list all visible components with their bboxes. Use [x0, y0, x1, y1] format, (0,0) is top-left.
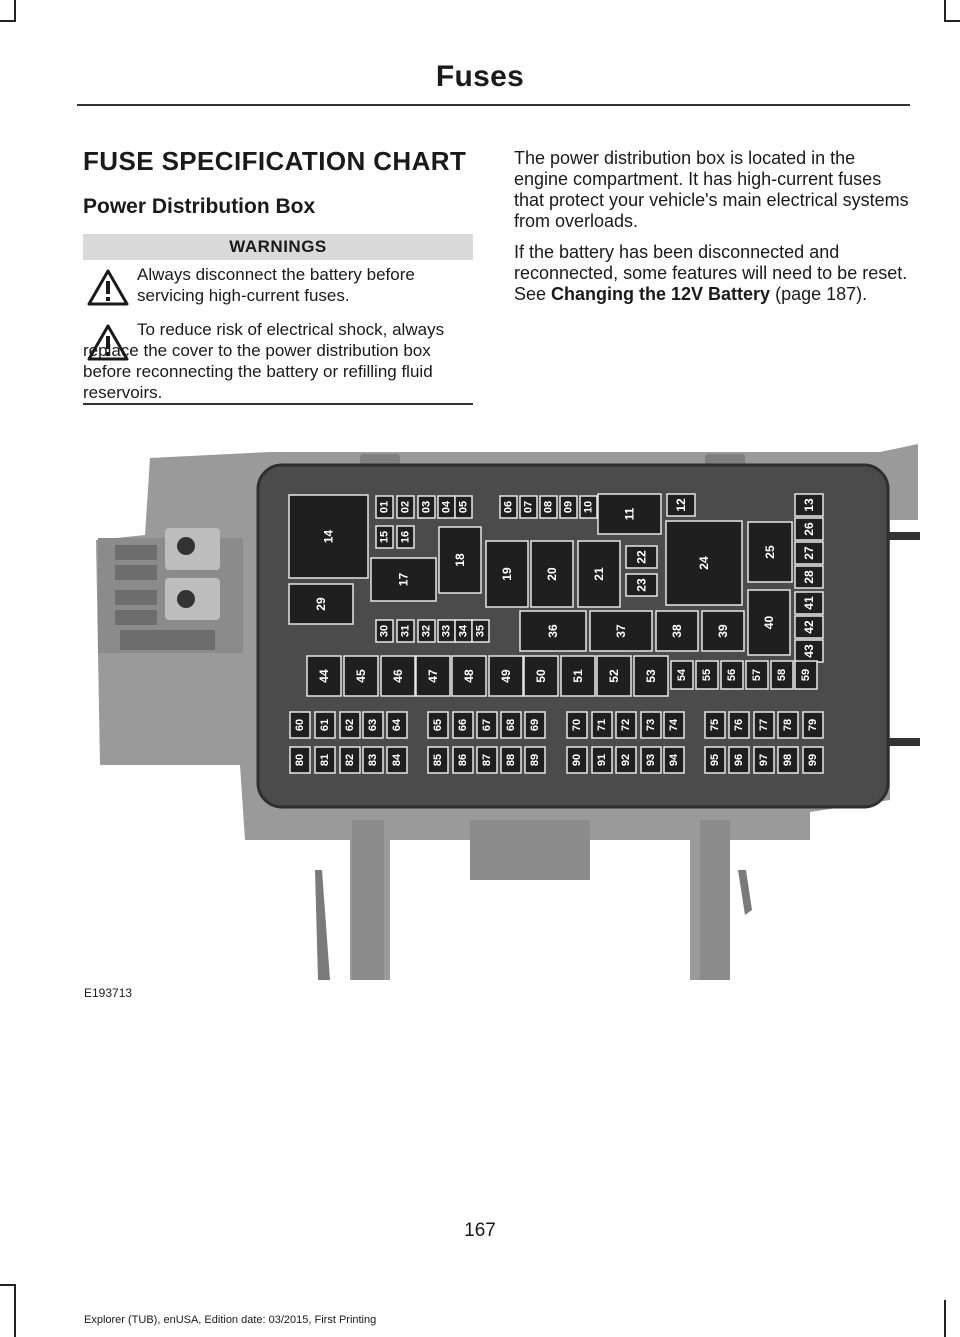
fuse-slot-47 — [416, 656, 450, 696]
fuse-slot-69 — [525, 712, 545, 738]
fuse-label: 48 — [462, 669, 476, 683]
fuse-label: 79 — [807, 718, 819, 732]
fuse-label: 12 — [674, 498, 688, 512]
fuse-slot-76 — [729, 712, 749, 738]
fuse-label: 99 — [807, 753, 819, 767]
figure-code: E193713 — [84, 986, 133, 1000]
fuse-label: 87 — [481, 753, 493, 767]
fuse-slot-37 — [590, 611, 652, 651]
fuse-slot-97 — [754, 747, 774, 773]
fuse-slot-53 — [634, 656, 668, 696]
fuse-slot-04 — [438, 496, 455, 518]
fuse-label: 34 — [457, 624, 470, 638]
fuse-slot-11 — [598, 494, 661, 534]
fuse-label: 04 — [440, 500, 453, 514]
fuse-label: 90 — [571, 753, 583, 767]
fuse-label: 26 — [802, 522, 816, 536]
fuse-label: 55 — [701, 668, 713, 682]
fuse-slot-09 — [560, 496, 577, 518]
fuse-label: 72 — [620, 718, 632, 732]
fuse-box-diagram — [90, 440, 920, 985]
page-number: 167 — [464, 1220, 496, 1241]
fuse-slot-36 — [520, 611, 586, 651]
fuse-slot-24 — [666, 521, 742, 605]
fuse-slot-62 — [340, 712, 360, 738]
fuse-slot-32 — [418, 620, 435, 642]
section-title: FUSE SPECIFICATION CHART — [83, 146, 467, 176]
fuse-label: 02 — [399, 500, 412, 514]
fuse-slot-19 — [486, 541, 528, 607]
fuse-slot-81 — [315, 747, 335, 773]
fuse-slot-55 — [696, 661, 718, 689]
fuse-slot-57 — [746, 661, 768, 689]
fuse-slot-98 — [778, 747, 798, 773]
fuse-label: 16 — [399, 530, 412, 544]
fuse-slot-02 — [397, 496, 414, 518]
fuse-slot-05 — [455, 496, 472, 518]
section-subtitle: Power Distribution Box — [83, 195, 316, 218]
fuse-label: 47 — [426, 669, 440, 683]
fuse-label: 75 — [709, 718, 721, 732]
fuse-label: 33 — [440, 624, 453, 638]
fuse-slot-40 — [748, 590, 790, 655]
fuse-label: 41 — [802, 596, 816, 610]
fuse-slot-13 — [795, 494, 823, 516]
fuse-label: 44 — [317, 669, 331, 683]
fuse-slot-15 — [376, 526, 393, 548]
fuse-slot-90 — [567, 747, 587, 773]
fuse-slot-65 — [428, 712, 448, 738]
fuse-label: 31 — [399, 624, 412, 638]
fuse-slot-99 — [803, 747, 823, 773]
fuse-label: 68 — [505, 718, 517, 732]
fuse-label: 19 — [500, 567, 514, 581]
fuse-slot-06 — [500, 496, 517, 518]
fuse-slot-70 — [567, 712, 587, 738]
fuse-label: 83 — [367, 753, 379, 767]
footer-text: Explorer (TUB), enUSA, Edition date: 03/2015, First Printing — [84, 1314, 377, 1326]
warning-text-1: Always disconnect the battery before servicing high-current fuses. — [137, 265, 415, 305]
fuse-label: 93 — [645, 753, 657, 767]
fuse-label: 78 — [782, 718, 794, 732]
fuse-label: 40 — [762, 615, 776, 630]
fuse-slot-49 — [489, 656, 523, 696]
fuse-label: 53 — [644, 669, 658, 683]
fuse-slot-23 — [626, 574, 657, 596]
header-rule — [77, 104, 910, 106]
fuse-label: 09 — [562, 500, 575, 514]
fuse-label: 88 — [505, 753, 517, 767]
fuse-label: 29 — [314, 597, 328, 611]
fuse-slot-21 — [578, 541, 620, 607]
fuse-label: 27 — [802, 546, 816, 560]
fuse-label: 52 — [607, 669, 621, 683]
fuse-slot-25 — [748, 522, 792, 582]
fuse-label: 14 — [321, 529, 336, 544]
fuse-slot-22 — [626, 546, 657, 568]
fuse-label: 15 — [378, 530, 391, 544]
fuse-slot-85 — [428, 747, 448, 773]
fuse-slot-50 — [524, 656, 558, 696]
fuse-label: 71 — [596, 718, 608, 732]
fuse-slot-07 — [520, 496, 537, 518]
fuse-slot-39 — [702, 611, 744, 651]
fuse-slot-51 — [561, 656, 595, 696]
fuse-slot-03 — [418, 496, 435, 518]
fuse-slot-41 — [795, 592, 823, 614]
fuse-label: 30 — [378, 624, 391, 638]
fuse-slot-58 — [771, 661, 793, 689]
fuse-slot-79 — [803, 712, 823, 738]
fuse-label: 77 — [758, 718, 770, 732]
fuse-label: 35 — [474, 624, 487, 638]
fuse-slot-34 — [455, 620, 472, 642]
fuse-slot-91 — [592, 747, 612, 773]
body-text — [514, 148, 914, 315]
fuse-slot-84 — [387, 747, 407, 773]
fuse-slot-56 — [721, 661, 743, 689]
fuse-label: 20 — [545, 567, 559, 581]
fuse-slot-10 — [580, 496, 597, 518]
fuse-label: 36 — [546, 624, 560, 638]
paragraph-location: The power distribution box is located in the engine compartment. It has high-current fuses that protect your vehicle's main electrical systems from overloads. — [514, 148, 909, 231]
fuse-label: 28 — [802, 570, 816, 584]
fuse-label: 17 — [396, 572, 411, 587]
fuse-label: 82 — [344, 753, 356, 767]
fuse-slot-18 — [439, 527, 481, 593]
fuse-label: 21 — [592, 567, 606, 581]
fuse-label: 64 — [391, 718, 403, 732]
fuse-slot-75 — [705, 712, 725, 738]
fuse-slot-59 — [795, 661, 817, 689]
fuse-label: 94 — [668, 753, 680, 767]
fuse-label: 95 — [709, 753, 721, 767]
fuse-label: 43 — [802, 644, 816, 658]
warnings-heading: WARNINGS — [83, 234, 473, 260]
fuse-slot-60 — [290, 712, 310, 738]
fuse-label: 22 — [634, 550, 649, 564]
fuse-slot-26 — [795, 518, 823, 540]
fuse-slot-43 — [795, 640, 823, 662]
fuse-label: 80 — [294, 753, 306, 767]
fuse-label: 61 — [319, 718, 331, 732]
fuse-label: 60 — [294, 718, 306, 732]
fuse-label: 06 — [502, 500, 515, 514]
fuse-label: 23 — [634, 578, 649, 592]
fuse-label: 24 — [697, 556, 711, 570]
fuse-slot-74 — [664, 712, 684, 738]
fuse-label: 25 — [763, 545, 777, 559]
fuse-slot-29 — [289, 584, 353, 624]
fuse-slot-42 — [795, 616, 823, 638]
fuse-label: 86 — [457, 753, 469, 767]
fuse-label: 46 — [391, 669, 405, 683]
fuse-slot-86 — [453, 747, 473, 773]
fuse-slot-46 — [381, 656, 415, 696]
warning-text-2: To reduce risk of electrical shock, always replace the cover to the power distribution box before reconnecting the battery or refilling fluid reservoirs. — [83, 320, 445, 402]
fuse-slot-73 — [641, 712, 661, 738]
fuse-slot-16 — [397, 526, 414, 548]
fuse-slot-31 — [397, 620, 414, 642]
fuse-slot-08 — [540, 496, 557, 518]
fuse-slot-94 — [664, 747, 684, 773]
fuse-label: 39 — [716, 624, 730, 638]
fuse-slot-48 — [452, 656, 486, 696]
fuse-slot-68 — [501, 712, 521, 738]
fuse-label: 08 — [542, 500, 555, 514]
fuse-label: 42 — [802, 620, 816, 634]
fuse-slot-28 — [795, 566, 823, 588]
paragraph-reset: If the battery has been disconnected and reconnected, some features will need to be reset. See Changing the 12V Battery (page 187). — [514, 242, 908, 304]
fuse-slot-33 — [438, 620, 455, 642]
fuse-label: 38 — [670, 624, 684, 638]
fuse-label: 65 — [432, 718, 444, 732]
fuse-label: 97 — [758, 753, 770, 767]
fuse-label: 56 — [726, 668, 738, 682]
fuse-label: 69 — [529, 718, 541, 732]
fuse-label: 70 — [571, 718, 583, 732]
fuse-slot-17 — [371, 558, 436, 601]
fuse-slot-61 — [315, 712, 335, 738]
fuse-label: 59 — [800, 668, 812, 682]
fuse-slot-88 — [501, 747, 521, 773]
fuse-label: 50 — [534, 669, 548, 683]
fuse-label: 89 — [529, 753, 541, 767]
fuse-label: 07 — [522, 500, 535, 514]
fuse-slot-92 — [616, 747, 636, 773]
fuse-label: 66 — [457, 718, 469, 732]
fuse-slot-78 — [778, 712, 798, 738]
fuse-label: 91 — [596, 753, 608, 767]
fuse-slot-87 — [477, 747, 497, 773]
fuse-slot-45 — [344, 656, 378, 696]
fuse-slot-63 — [363, 712, 383, 738]
fuse-label: 81 — [319, 753, 331, 767]
fuse-label: 37 — [614, 624, 628, 638]
fuse-label: 98 — [782, 753, 794, 767]
fuse-label: 67 — [481, 718, 493, 732]
fuse-label: 58 — [776, 668, 788, 682]
fuse-slot-96 — [729, 747, 749, 773]
fuse-label: 51 — [571, 669, 585, 683]
fuse-label: 73 — [645, 718, 657, 732]
fuse-label: 49 — [499, 669, 513, 683]
fuse-slot-54 — [671, 661, 693, 689]
fuse-label: 03 — [420, 500, 433, 514]
fuse-slot-52 — [597, 656, 631, 696]
fuse-slot-27 — [795, 542, 823, 564]
fuse-label: 13 — [802, 498, 816, 512]
fuse-slot-71 — [592, 712, 612, 738]
fuse-label: 11 — [622, 507, 637, 521]
fuse-slot-95 — [705, 747, 725, 773]
fuse-label: 74 — [668, 718, 680, 732]
fuse-slot-67 — [477, 712, 497, 738]
fuse-label: 57 — [751, 668, 763, 682]
fuse-slot-72 — [616, 712, 636, 738]
fuse-box-svg — [90, 440, 920, 980]
fuse-slot-35 — [472, 620, 489, 642]
fuse-label: 32 — [420, 624, 433, 638]
fuse-slot-82 — [340, 747, 360, 773]
fuse-slot-01 — [376, 496, 393, 518]
fuse-slot-93 — [641, 747, 661, 773]
warnings-rule — [83, 403, 473, 405]
warning-icon — [86, 268, 130, 308]
fuse-label: 05 — [457, 500, 470, 514]
fuse-slot-83 — [363, 747, 383, 773]
fuse-label: 01 — [378, 500, 391, 514]
fuse-label: 96 — [733, 753, 745, 767]
fuse-slot-80 — [290, 747, 310, 773]
cross-reference-link[interactable]: Changing the 12V Battery — [551, 284, 771, 304]
fuse-slot-89 — [525, 747, 545, 773]
fuse-slot-20 — [531, 541, 573, 607]
fuse-slot-77 — [754, 712, 774, 738]
fuse-slot-66 — [453, 712, 473, 738]
fuse-slot-14 — [289, 495, 368, 578]
fuse-label: 62 — [344, 718, 356, 732]
fuse-label: 18 — [453, 553, 467, 567]
fuse-label: 92 — [620, 753, 632, 767]
fuse-slot-30 — [376, 620, 393, 642]
fuse-label: 84 — [391, 753, 403, 767]
fuse-slot-44 — [307, 656, 341, 696]
fuse-label: 54 — [676, 668, 688, 682]
page-title: Fuses — [435, 60, 525, 93]
fuse-slot-12 — [667, 494, 695, 516]
fuse-label: 10 — [582, 500, 595, 514]
fuse-slot-38 — [656, 611, 698, 651]
fuse-label: 76 — [733, 718, 745, 732]
fuse-label: 63 — [367, 718, 379, 732]
fuse-label: 85 — [432, 753, 444, 767]
fuse-slot-64 — [387, 712, 407, 738]
fuse-label: 45 — [354, 669, 368, 683]
